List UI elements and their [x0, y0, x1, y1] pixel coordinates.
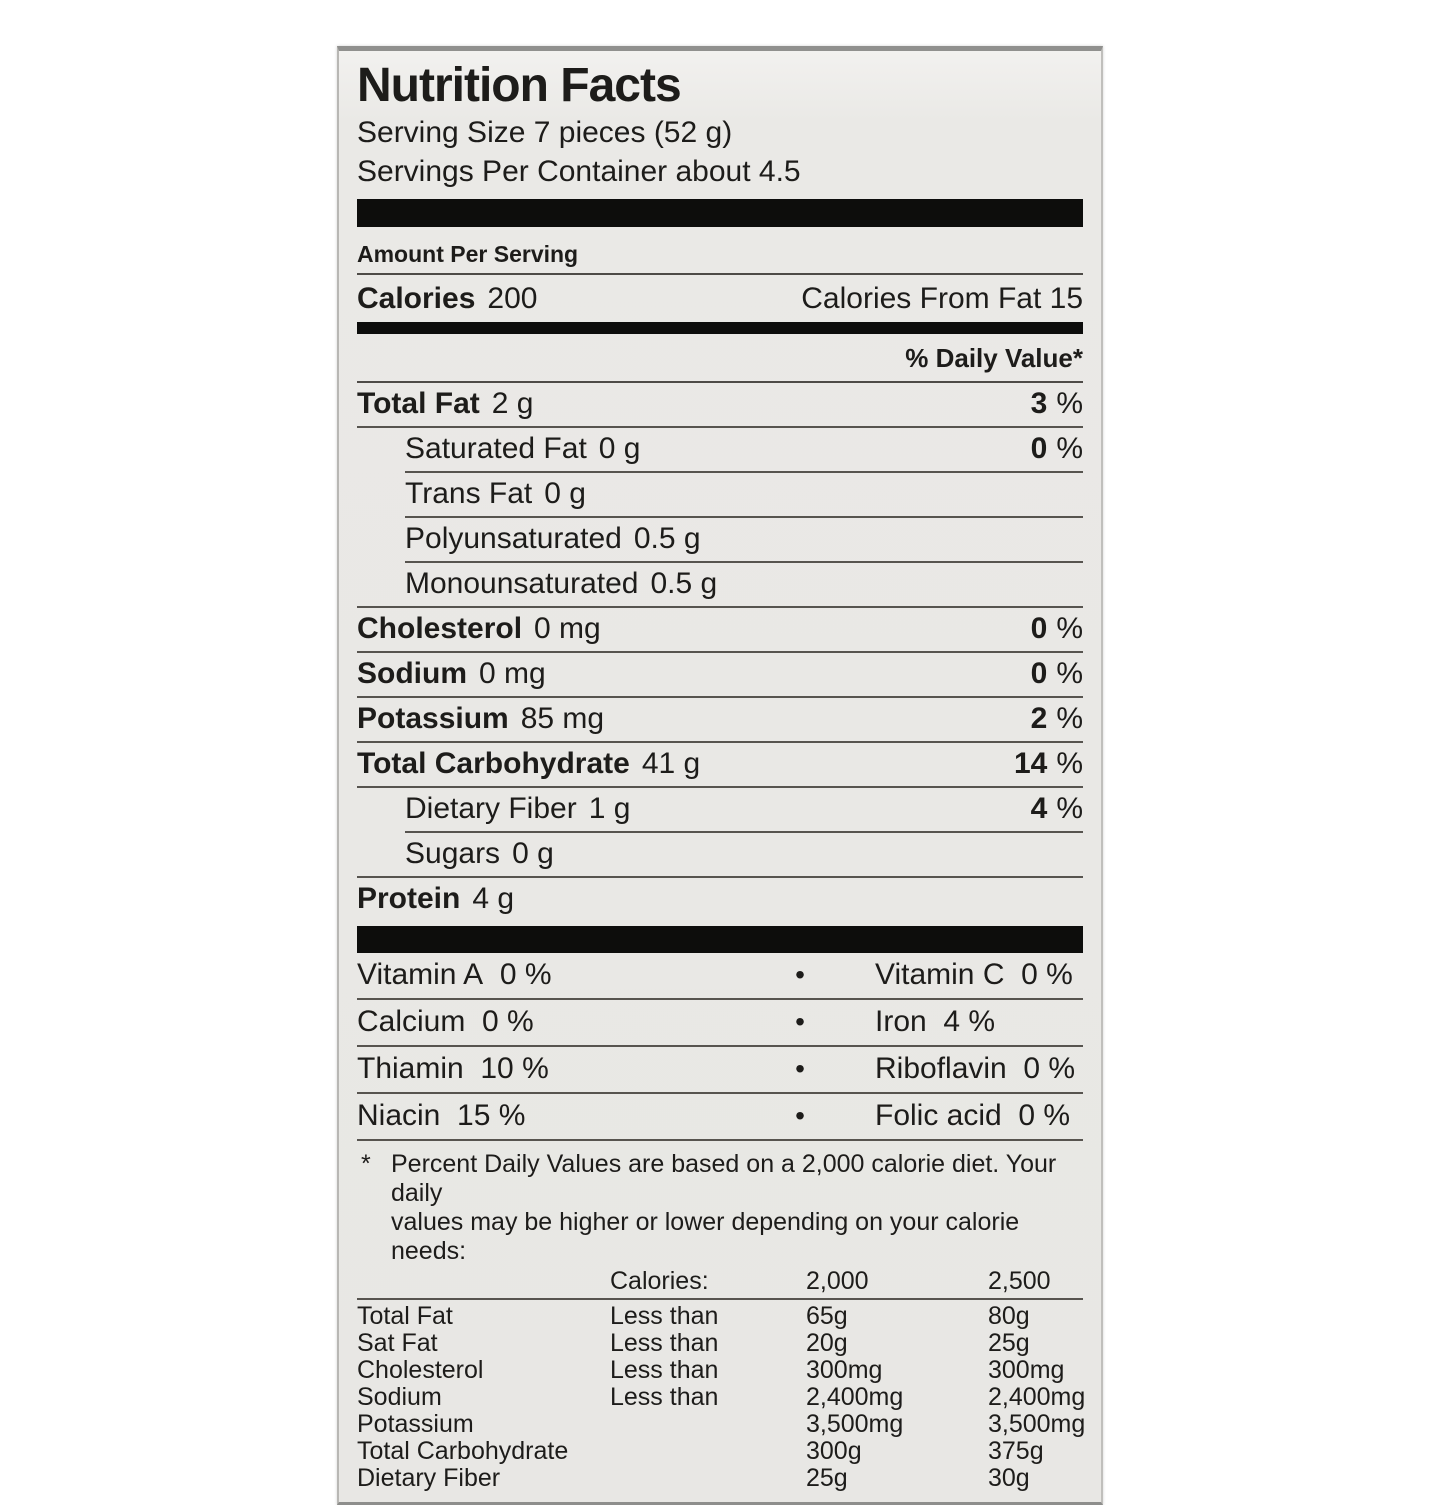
footnote-asterisk: * [361, 1149, 371, 1178]
nutrient-daily-value [1031, 612, 1083, 646]
nutrient-daily-value [1031, 432, 1083, 466]
nutrient-name: Potassium [357, 702, 509, 736]
vitamin-right: Iron 4 % [875, 1005, 996, 1039]
vitamin-right: Folic acid 0 % [875, 1099, 1071, 1133]
footnote-row-2000-value: 2,400mg [806, 1382, 904, 1411]
footnote-row-2500-value: 3,500mg [988, 1409, 1086, 1438]
nutrient-name-amount [357, 747, 700, 781]
footnote-row-2000-value: 25g [806, 1463, 848, 1492]
calories-from-fat: Calories From Fat 15 [801, 281, 1083, 315]
footnote-row-name: Total Fat [357, 1301, 453, 1330]
footnote-row-name: Dietary Fiber [357, 1463, 501, 1492]
footnote-row-name: Cholesterol [357, 1355, 484, 1384]
nutrient-row-total-fat [357, 383, 1083, 426]
footnote-table [357, 1266, 1086, 1492]
footnote-row-name: Sodium [357, 1382, 442, 1411]
nutrient-name-amount [357, 387, 534, 421]
footnote-table-rows [357, 1301, 1086, 1492]
vitamin-row-vitamin-a [357, 953, 1083, 1000]
nutrient-name: Sodium [357, 657, 467, 691]
label-title: Nutrition Facts [357, 59, 681, 112]
nutrient-amount: 0 g [544, 477, 586, 511]
footnote-row-2500-value: 2,400mg [988, 1382, 1086, 1411]
daily-value-number: 0 [1030, 657, 1048, 691]
nutrient-row-potassium [357, 698, 1083, 741]
footnote-row-sat-fat [357, 1330, 1083, 1357]
nutrient-name-amount [405, 837, 554, 871]
footnote-row-total-fat [357, 1303, 1083, 1330]
vitamin-row-calcium [357, 1000, 1083, 1047]
vitamin-left: Calcium 0 % [357, 1005, 534, 1039]
nutrient-name: Cholesterol [357, 612, 523, 646]
vitamin-left: Niacin 15 % [357, 1099, 526, 1133]
vitamin-rows-section [357, 953, 1083, 1141]
nutrient-amount: 0 mg [479, 657, 546, 691]
footnote-row-name: Total Carbohydrate [357, 1436, 569, 1465]
footnote-row-qualifier: Less than [610, 1355, 719, 1384]
daily-value-number: 3 [1030, 387, 1048, 421]
nutrient-rows-section [357, 383, 1083, 921]
amount-per-serving-heading: Amount Per Serving [357, 241, 1083, 275]
calories-row [357, 275, 1083, 322]
daily-value-number: 0 [1030, 612, 1048, 646]
percent-sign: % [1056, 387, 1083, 421]
nutrient-daily-value [1031, 387, 1083, 421]
nutrient-row-saturated-fat [357, 428, 1083, 471]
nutrient-amount: 0 g [512, 837, 554, 871]
nutrient-amount: 0.5 g [633, 522, 701, 556]
vitamin-row-thiamin [357, 1047, 1083, 1094]
nutrient-name-amount [405, 567, 717, 601]
footnote-row-2000-value: 300mg [806, 1355, 883, 1384]
footnote-row-qualifier: Less than [610, 1301, 719, 1330]
nutrient-amount: 0 g [598, 432, 641, 466]
bullet-separator: • [795, 1053, 805, 1085]
footnote-row-qualifier [610, 1438, 806, 1465]
vitamin-right: Riboflavin 0 % [875, 1052, 1076, 1086]
percent-sign: % [1056, 792, 1083, 826]
divider-bar-calories [357, 322, 1083, 334]
nutrient-name: Total Fat [357, 387, 480, 421]
nutrient-name-amount [357, 702, 604, 736]
footnote-header-empty-cell [357, 1268, 610, 1295]
footnote-row-qualifier [610, 1411, 806, 1438]
vitamin-left: Thiamin 10 % [357, 1052, 549, 1086]
footnote-line-2: values may be higher or lower depending on your calorie needs: [391, 1207, 1020, 1265]
bullet-separator: • [795, 1006, 805, 1038]
percent-sign: % [1056, 657, 1083, 691]
nutrient-row-sugars [357, 833, 1083, 876]
nutrient-name: Total Carbohydrate [357, 747, 630, 781]
footnote-row-cholesterol [357, 1357, 1083, 1384]
nutrient-name: Sugars [405, 837, 501, 871]
vitamin-right: Vitamin C 0 % [875, 958, 1073, 992]
nutrient-amount: 1 g [588, 792, 631, 826]
footnote-line-1: Percent Daily Values are based on a 2,000 calorie diet. Your daily [391, 1149, 1057, 1207]
nutrition-facts-label [337, 46, 1103, 1505]
footnote-row-2000-value: 300g [806, 1436, 862, 1465]
nutrient-name-amount [357, 882, 514, 916]
daily-value-header: % Daily Value* [357, 334, 1083, 383]
nutrient-daily-value [1031, 702, 1083, 736]
nutrient-row-polyunsaturated [357, 518, 1083, 561]
daily-value-number: 14 [1013, 747, 1048, 781]
nutrient-name: Protein [357, 882, 461, 916]
nutrient-amount: 4 g [472, 882, 515, 916]
percent-sign: % [1056, 432, 1083, 466]
footnote-row-sodium [357, 1382, 1086, 1411]
footnote-row-2500-value: 25g [988, 1328, 1030, 1357]
calories-cell [357, 282, 537, 316]
nutrient-name-amount [357, 612, 601, 646]
servings-per-container-text: Servings Per Container about 4.5 [357, 154, 801, 188]
nutrient-name-amount [405, 792, 630, 826]
footnote-row-name: Sat Fat [357, 1328, 438, 1357]
footnote-row-dietary-fiber [357, 1465, 1083, 1492]
nutrient-name: Monounsaturated [405, 567, 639, 601]
divider-bar-top [357, 199, 1083, 227]
bullet-separator: • [795, 1100, 805, 1132]
nutrient-amount: 85 mg [520, 702, 605, 736]
footnote-row-2000-value: 3,500mg [806, 1409, 904, 1438]
daily-value-number: 0 [1030, 432, 1048, 466]
calories-label: Calories [357, 281, 476, 315]
footnote-text [391, 1150, 1083, 1266]
footnote-header-2000: 2,000 [806, 1266, 869, 1295]
nutrient-row-dietary-fiber [357, 788, 1083, 831]
nutrient-row-total-carbohydrate [357, 743, 1083, 786]
nutrient-name: Saturated Fat [405, 432, 587, 466]
nutrient-amount: 41 g [641, 747, 701, 781]
vitamin-left: Vitamin A 0 % [357, 958, 552, 992]
footnote-row-2000-value: 20g [806, 1328, 848, 1357]
serving-size-text: Serving Size 7 pieces (52 g) [357, 115, 733, 149]
nutrient-daily-value [1031, 657, 1083, 691]
footnote-row-2500-value: 375g [988, 1436, 1044, 1465]
calories-value: 200 [487, 281, 538, 315]
nutrient-amount: 2 g [491, 387, 534, 421]
bullet-separator: • [795, 959, 805, 991]
footnote-row-2500-value: 30g [988, 1463, 1030, 1492]
divider-bar-protein [357, 926, 1083, 953]
footnote-table-header [357, 1268, 1083, 1295]
footnote-row-2500-value: 300mg [988, 1355, 1065, 1384]
nutrient-amount: 0.5 g [650, 567, 718, 601]
footnote [357, 1150, 1083, 1266]
nutrient-name: Dietary Fiber [405, 792, 577, 826]
nutrient-row-protein [357, 878, 1083, 921]
daily-value-number: 4 [1030, 792, 1048, 826]
nutrient-name-amount [405, 522, 701, 556]
vitamin-row-niacin [357, 1094, 1083, 1141]
nutrient-name-amount [357, 657, 546, 691]
nutrient-amount: 0 mg [534, 612, 601, 646]
nutrient-row-monounsaturated [357, 563, 1083, 606]
percent-sign: % [1056, 702, 1083, 736]
footnote-row-qualifier: Less than [610, 1328, 719, 1357]
nutrient-row-sodium [357, 653, 1083, 696]
footnote-row-name: Potassium [357, 1409, 474, 1438]
footnote-row-total-carbohydrate [357, 1438, 1083, 1465]
nutrient-row-trans-fat [357, 473, 1083, 516]
footnote-row-potassium [357, 1409, 1086, 1438]
footnote-row-qualifier: Less than [610, 1382, 719, 1411]
daily-value-number: 2 [1030, 702, 1048, 736]
percent-sign: % [1056, 612, 1083, 646]
nutrient-name-amount [405, 477, 586, 511]
nutrient-name-amount [405, 432, 641, 466]
footnote-header-calories: Calories: [610, 1266, 709, 1295]
percent-sign: % [1056, 747, 1083, 781]
footnote-header-2500: 2,500 [988, 1266, 1051, 1295]
nutrient-daily-value [1014, 747, 1083, 781]
footnote-row-qualifier [610, 1465, 806, 1492]
nutrient-name: Polyunsaturated [405, 522, 622, 556]
footnote-row-2000-value: 65g [806, 1301, 848, 1330]
footnote-table-rule [357, 1298, 1083, 1300]
nutrient-daily-value [1031, 792, 1083, 826]
footnote-row-2500-value: 80g [988, 1301, 1030, 1330]
nutrient-row-cholesterol [357, 608, 1083, 651]
nutrient-name: Trans Fat [405, 477, 533, 511]
